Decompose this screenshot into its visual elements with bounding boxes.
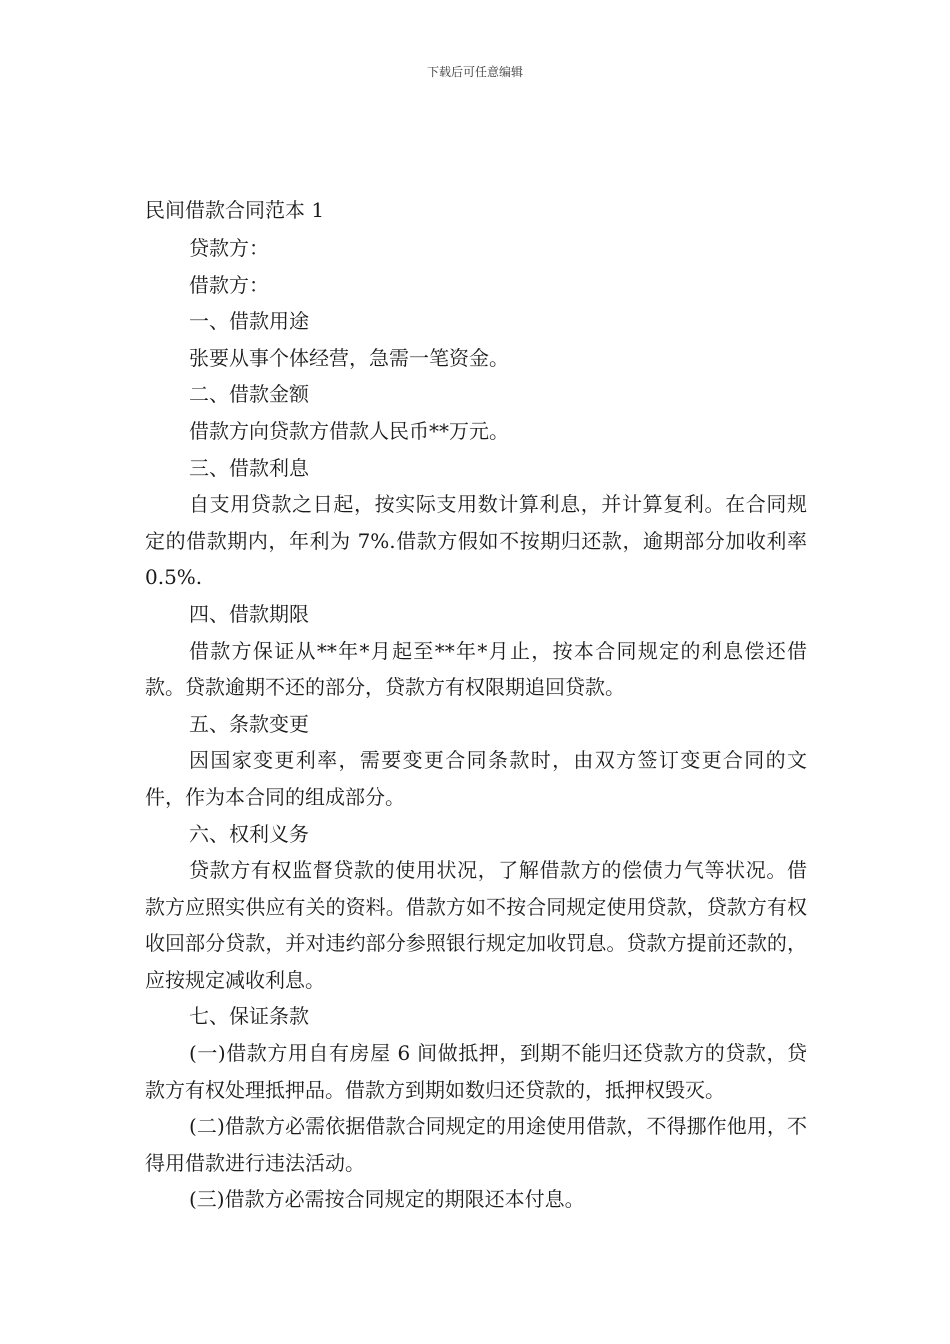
section-heading-changes: 五、条款变更 <box>189 711 309 736</box>
section-heading-rights: 六、权利义务 <box>189 821 309 846</box>
guarantee-clause-1: (一)借款方用自有房屋 6 间做抵押，到期不能归还贷款方的贷款，贷款方有权处理抵押品。借款方到期如数归还贷款的，抵押权毁灭。 <box>145 1041 807 1102</box>
section-text-rights: 贷款方有权监督贷款的使用状况，了解借款方的偿债力气等状况。借款方应照实供应有关的资料。借款方如不按合同规定使用贷款，贷款方有权收回部分贷款，并对违约部分参照银行规定加收罚息。贷款方提前还款的，应按规定减收利息。 <box>145 858 807 992</box>
section-heading-amount: 二、借款金额 <box>189 382 309 407</box>
lender-line: 贷款方： <box>189 236 269 260</box>
section-text-changes: 因国家变更利率，需要变更合同条款时，由双方签订变更合同的文件，作为本合同的组成部分。 <box>145 748 807 809</box>
section-text-purpose: 张要从事个体经营，急需一笔资金。 <box>189 345 509 370</box>
section-heading-term: 四、借款期限 <box>189 601 309 626</box>
section-text-term: 借款方保证从**年*月起至**年*月止，按本合同规定的利息偿还借款。贷款逾期不还的部分，贷款方有权限期追回贷款。 <box>145 638 807 700</box>
guarantee-clause-2: (二)借款方必需依据借款合同规定的用途使用借款，不得挪作他用，不得用借款进行违法活动。 <box>145 1114 807 1175</box>
page-header-note: 下载后可任意编辑 <box>426 65 523 79</box>
section-heading-interest: 三、借款利息 <box>189 455 309 480</box>
document-body <box>145 230 807 1218</box>
section-text-interest: 自支用贷款之日起，按实际支用数计算利息，并计算复利。在合同规定的借款期内，年利为 7%.借款方假如不按期归还款，逾期部分加收利率 0.5%. <box>145 492 807 590</box>
section-heading-purpose: 一、借款用途 <box>189 309 309 334</box>
section-heading-guarantee: 七、保证条款 <box>189 1004 309 1029</box>
borrower-line: 借款方： <box>189 272 269 297</box>
guarantee-clause-3: (三)借款方必需按合同规定的期限还本付息。 <box>189 1187 585 1212</box>
section-text-amount: 借款方向贷款方借款人民币**万元。 <box>189 418 509 443</box>
document-title: 民间借款合同范本 1 <box>145 198 325 222</box>
